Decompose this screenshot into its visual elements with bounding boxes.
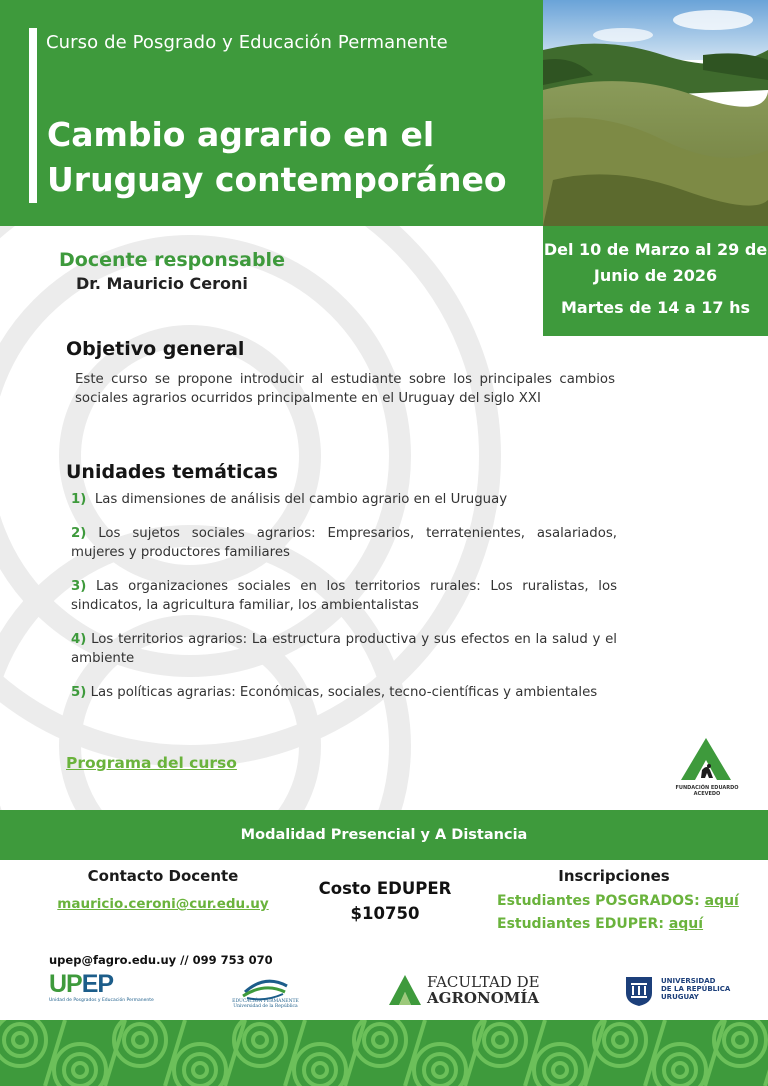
costo-value: $10750 [350, 904, 420, 923]
inscripcion-posgrado [497, 893, 739, 909]
inscripcion-posgrado-link[interactable]: aquí [704, 893, 739, 909]
objetivo-heading: Objetivo general [66, 338, 245, 360]
educacion-permanente-label [218, 999, 313, 1009]
list-item-number: 2) [71, 526, 87, 541]
list-item [71, 524, 617, 562]
udelar-shield-icon [624, 975, 654, 1007]
udelar-line1: UNIVERSIDAD [661, 977, 716, 985]
landscape-photo [543, 0, 768, 226]
programa-link[interactable]: Programa del curso [66, 754, 237, 772]
unidades-list [71, 490, 617, 717]
agronomia-logo-icon [388, 974, 422, 1006]
docente-name: Dr. Mauricio Ceroni [76, 274, 248, 293]
modalidad-banner: Modalidad Presencial y A Distancia [0, 810, 768, 860]
costo-label: Costo EDUPER [318, 879, 452, 898]
date-box [543, 226, 768, 336]
upep-logo [49, 970, 113, 999]
list-item-number: 3) [71, 579, 87, 594]
unidades-heading: Unidades temáticas [66, 461, 278, 483]
list-item-number: 1) [71, 492, 87, 507]
inscripcion-eduper-link[interactable]: aquí [668, 916, 704, 932]
objetivo-text: Este curso se propone introducir al estudiante sobre los principales cambios sociales agrarios ocurridos principalmente en el Uruguay del siglo XXI [75, 372, 615, 406]
fundacion-label: FUNDACIÓN EDUARDO ACEVEDO [675, 785, 739, 797]
list-item [71, 490, 617, 509]
class-schedule: Martes de 14 a 17 hs [560, 298, 751, 317]
facultad-line1: FACULTAD DE [427, 973, 540, 991]
date-range: Del 10 de Marzo al 29 de Junio de 2026 [543, 240, 768, 285]
educacion-permanente-caption: Universidad de la República [233, 1004, 298, 1009]
udelar-line2: DE LA REPÚBLICA [661, 985, 731, 993]
upep-caption: Unidad de Posgrados y Educación Permanente [49, 998, 154, 1003]
list-item [71, 577, 617, 615]
facultad-line2: AGRONOMÍA [427, 989, 540, 1007]
upep-logo-ep: EP [81, 970, 114, 998]
list-item [71, 630, 617, 668]
footer-pattern [0, 1020, 768, 1086]
inscripcion-eduper [497, 916, 703, 932]
list-item-number: 5) [71, 685, 87, 700]
list-item-text: Los sujetos sociales agrarios: Empresarios, terratenientes, asalariados, mujeres y productores familiares [71, 526, 617, 560]
list-item-text: Las políticas agrarias: Económicas, sociales, tecno-científicas y ambientales [90, 685, 598, 700]
udelar-label [661, 977, 730, 1001]
list-item-text: Las dimensiones de análisis del cambio agrario en el Uruguay [94, 492, 508, 507]
page-title: Cambio agrario en el Uruguay contemporáneo [47, 115, 507, 199]
header-accent-bar [29, 28, 37, 203]
header-subtitle: Curso de Posgrado y Educación Permanente [46, 32, 448, 53]
list-item [71, 683, 617, 702]
upep-logo-up: UP [49, 970, 82, 998]
costo-block [300, 876, 470, 926]
inscripcion-eduper-label: Estudiantes EDUPER: [497, 916, 669, 932]
list-item-text: Los territorios agrarios: La estructura productiva y sus efectos en la salud y el ambiente [71, 632, 617, 666]
docente-heading: Docente responsable [59, 249, 285, 271]
upep-contact: upep@fagro.edu.uy // 099 753 070 [49, 953, 273, 967]
contacto-email-link[interactable]: mauricio.ceroni@cur.edu.uy [57, 896, 269, 912]
header-banner [0, 0, 543, 226]
inscripciones-heading: Inscripciones [558, 867, 670, 885]
list-item-text: Las organizaciones sociales en los territorios rurales: Los ruralistas, los sindicatos, la agricultura familiar, los ambientalistas [71, 579, 618, 613]
udelar-line3: URUGUAY [661, 993, 699, 1001]
inscripcion-posgrado-label: Estudiantes POSGRADOS: [497, 893, 705, 909]
contacto-heading: Contacto Docente [87, 867, 239, 885]
list-item-number: 4) [71, 632, 87, 647]
educacion-permanente-title: EDUCACIÓN PERMANENTE [232, 999, 299, 1004]
